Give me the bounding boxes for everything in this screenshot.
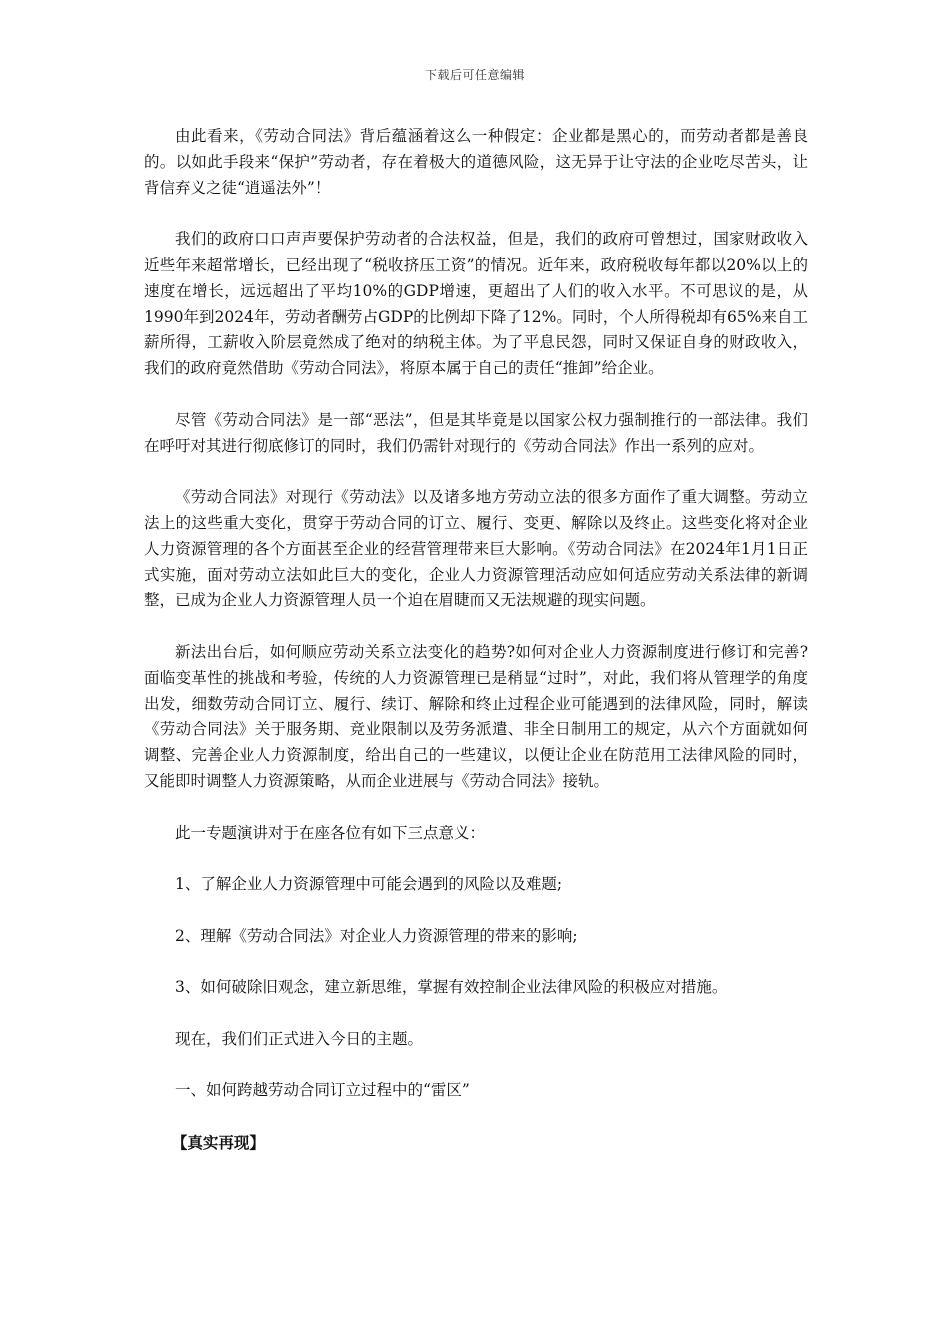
page-header-note: 下载后可任意编辑 — [424, 68, 525, 82]
paragraph-moral-hazard: 由此看来，《劳动合同法》背后蕴涵着这么一种假定：企业都是黑心的，而劳动者都是善良的。以如此手段来“保护”劳动者，存在着极大的道德风险，这无异于让守法的企业吃尽苦头，让背信弃义之徒“逍遥法外”！ — [144, 127, 808, 197]
paragraph-new-law: 新法出台后，如何顺应劳动关系立法变化的趋势?如何对企业人力资源制度进行修订和完善?面临变革性的挑战和考验，传统的人力资源管理已是稍显“过时”，对此，我们将从管理学的角度出发，细数劳动合同订立、履行、续订、解除和终止过程企业可能遇到的法律风险，同时，解读《劳动合同法》关于服务期、竞业限制以及劳务派遣、非全日制用工的规定，从六个方面就如何调整、完善企业人力资源制度，给出自己的一些建议，以便让企业在防范用工法律风险的同时，又能即时调整人力资源策略，从而企业进展与《劳动合同法》接轨。 — [144, 642, 808, 790]
transition-line: 现在，我们们正式进入今日的主题。 — [175, 1029, 424, 1048]
subheading: 【真实再现】 — [171, 1133, 265, 1153]
section-title: 一、如何跨越劳动合同订立过程中的“雷区” — [175, 1081, 470, 1100]
intro-line: 此一专题演讲对于在座各位有如下三点意义： — [175, 823, 486, 842]
list-item-3: 3、如何破除旧观念，建立新思维，掌握有效控制企业法律风险的积极应对措施。 — [175, 978, 728, 997]
paragraph-government-tax: 我们的政府口口声声要保护劳动者的合法权益，但是，我们的政府可曾想过，国家财政收入近些年来超常增长，已经出现了“税收挤压工资”的情况。近年来，政府税收每年都以20%以上的速度在增长，远远超出了平均10%的GDP增速，更超出了人们的收入水平。不可思议的是，从1990年到2024年，劳动者酬劳占GDP的比例却下降了12%。同时，个人所得税却有65%来自工薪所得，工薪收入阶层竟然成了绝对的纳税主体。为了平息民怨，同时又保证自身的财政收入，我们的政府竟然借助《劳动合同法》，将原本属于自己的责任“推卸”给企业。 — [144, 230, 808, 378]
list-item-1: 1、了解企业人力资源管理中可能会遇到的风险以及难题; — [175, 875, 563, 894]
list-item-2: 2、理解《劳动合同法》对企业人力资源管理的带来的影响; — [175, 926, 578, 945]
document-body — [144, 124, 808, 1156]
paragraph-legal-changes: 《劳动合同法》对现行《劳动法》以及诸多地方劳动立法的很多方面作了重大调整。劳动立法上的这些重大变化，贯穿于劳动合同的订立、履行、变更、解除以及终止。这些变化将对企业人力资源管理的各个方面甚至企业的经营管理带来巨大影响。《劳动合同法》在2024年1月1日正式实施，面对劳动立法如此巨大的变化，企业人力资源管理活动应如何适应劳动关系法律的新调整，已成为企业人力资源管理人员一个迫在眉睫而又无法规避的现实问题。 — [144, 488, 808, 610]
paragraph-response: 尽管《劳动合同法》是一部“恶法”，但是其毕竟是以国家公权力强制推行的一部法律。我们在呼吁对其进行彻底修订的同时，我们仍需针对现行的《劳动合同法》作出一系列的应对。 — [144, 410, 808, 455]
